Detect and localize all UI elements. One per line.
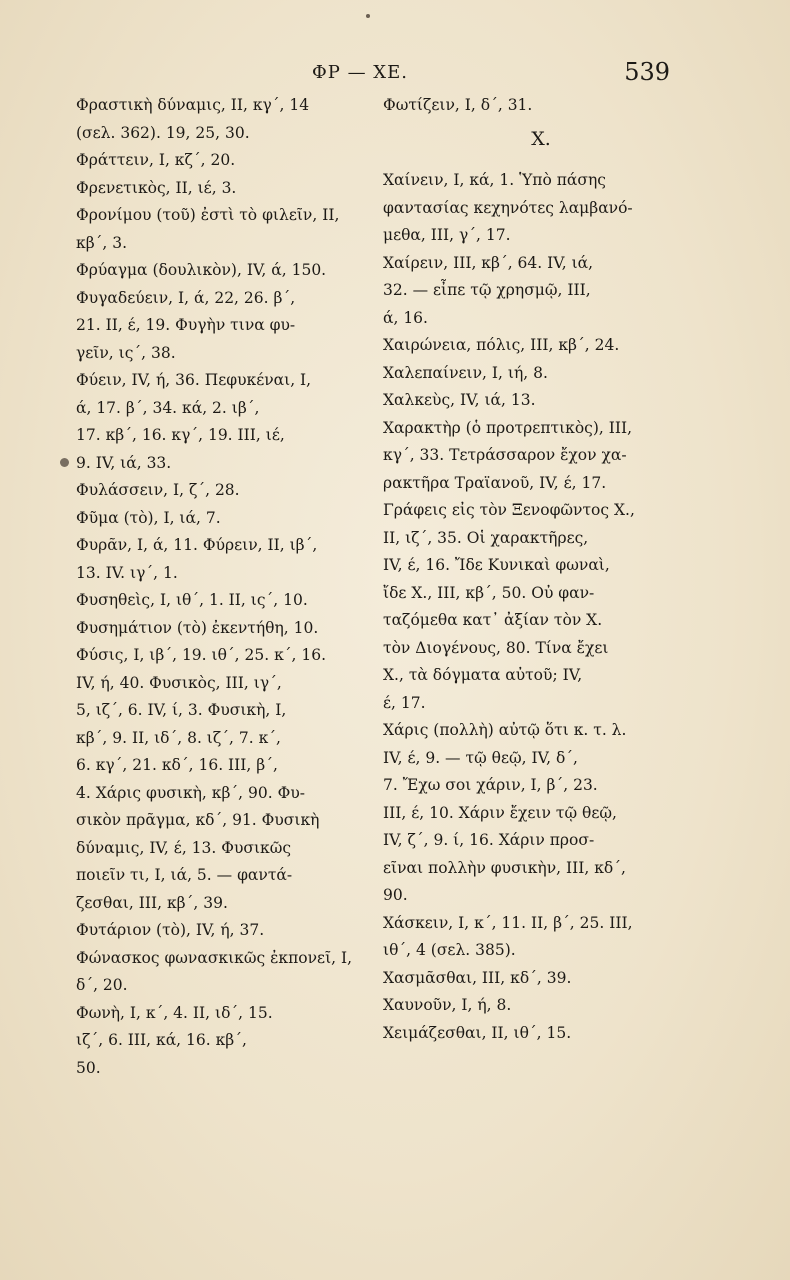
index-entry bbox=[383, 415, 699, 718]
entry-line: Χαιρώνεια, πόλις, III, κβ΄, 24. bbox=[383, 336, 620, 354]
index-entry bbox=[76, 477, 366, 505]
entry-line: ταζόμεθα κατ᾽ ἀξίαν τὸν Χ. bbox=[383, 611, 603, 629]
section-letter: Χ. bbox=[531, 127, 551, 150]
entry-line: δ΄, 20. bbox=[76, 976, 128, 994]
entry-line: Χαίρειν, III, κβ΄, 64. IV, ιά, bbox=[383, 253, 594, 272]
entry-line: φαντασίας κεχηνότες λαμβανό- bbox=[383, 198, 633, 217]
index-entry bbox=[76, 945, 366, 1000]
index-entry bbox=[76, 917, 366, 945]
entry-line: δύναμις, IV, έ, 13. Φυσικῶς bbox=[76, 838, 292, 857]
entry-line: 4. Χάρις φυσικὴ, κβ΄, 90. Φυ- bbox=[76, 783, 305, 802]
entry-line: 13. IV. ιγ΄, 1. bbox=[76, 563, 178, 582]
entry-line: 17. κβ΄, 16. κγ΄, 19. III, ιέ, bbox=[76, 426, 285, 444]
entry-line: εῖναι πολλὴν φυσικὴν, III, κδ΄, bbox=[383, 858, 626, 877]
entry-line: Χαλκεὺς, IV, ιά, 13. bbox=[383, 391, 536, 409]
entry-line: Χαίνειν, I, κά, 1. Ὑπὸ πάσης bbox=[383, 171, 606, 189]
entry-line: Χαυνοῦν, I, ή, 8. bbox=[383, 996, 512, 1014]
entry-line: Χειμάζεσθαι, II, ιθ΄, 15. bbox=[383, 1023, 572, 1042]
entry-line: σικὸν πρᾶγμα, κδ΄, 91. Φυσικὴ bbox=[76, 811, 320, 829]
index-entry bbox=[383, 965, 699, 993]
entry-line: Φυρᾶν, I, ά, 11. Φύρειν, II, ιβ΄, bbox=[76, 536, 318, 554]
entry-line: Φῦμα (τὸ), I, ιά, 7. bbox=[76, 508, 221, 527]
index-entry bbox=[76, 92, 366, 147]
entry-line: 5, ιζ΄, 6. IV, ί, 3. Φυσικὴ, I, bbox=[76, 701, 287, 719]
index-entry bbox=[76, 642, 366, 917]
entry-line: Φωτίζειν, I, δ΄, 31. bbox=[383, 96, 533, 114]
entry-line: Φύειν, IV, ή, 36. Πεφυκέναι, I, bbox=[76, 371, 312, 389]
entry-line: Φυσηθεὶς, I, ιθ΄, 1. II, ις΄, 10. bbox=[76, 591, 308, 609]
entry-line: Χάρις (πολλὴ) αὐτῷ ὅτι κ. τ. λ. bbox=[383, 721, 627, 739]
index-entry bbox=[76, 587, 366, 642]
entry-line: 50. bbox=[76, 1058, 101, 1077]
entry-line: τὸν Διογένους, 80. Τίνα ἔχει bbox=[383, 638, 609, 657]
entry-line: Φωνὴ, I, κ΄, 4. II, ιδ΄, 15. bbox=[76, 1003, 273, 1022]
entry-line: Φρύαγμα (δουλικὸν), IV, ά, 150. bbox=[76, 261, 327, 279]
index-entry bbox=[76, 147, 366, 175]
entry-line: Γράφεις εἰς τὸν Ξενοφῶντος Χ., bbox=[383, 501, 635, 519]
page-number: 539 bbox=[624, 58, 670, 86]
index-entry bbox=[76, 285, 366, 368]
entry-line: ά, 17. β΄, 34. κά, 2. ιβ΄, bbox=[76, 398, 260, 417]
left-column bbox=[76, 92, 366, 1082]
entry-line: Χάσκειν, I, κ΄, 11. II, β΄, 25. III, bbox=[383, 913, 633, 932]
ink-spot bbox=[60, 458, 69, 467]
index-entry bbox=[76, 532, 366, 587]
entry-line: Χαλεπαίνειν, I, ιή, 8. bbox=[383, 363, 548, 382]
entry-line: 90. bbox=[383, 886, 408, 904]
index-entry bbox=[76, 202, 366, 257]
index-entry bbox=[383, 717, 699, 910]
entry-line: Χαρακτὴρ (ὁ προτρεπτικὸς), III, bbox=[383, 418, 633, 437]
index-entry bbox=[76, 505, 366, 533]
entry-line: Φράττειν, I, κζ΄, 20. bbox=[76, 151, 236, 169]
entry-line: ζεσθαι, III, κβ΄, 39. bbox=[76, 893, 228, 912]
entry-line: Φυλάσσειν, I, ζ΄, 28. bbox=[76, 481, 240, 499]
index-entry bbox=[76, 367, 366, 477]
entry-line: Χ., τὰ δόγματα αὐτοῦ; IV, bbox=[383, 666, 583, 684]
entry-line: ά, 16. bbox=[383, 308, 428, 327]
entry-line: μεθα, III, γ΄, 17. bbox=[383, 226, 511, 244]
entry-line: 21. II, έ, 19. Φυγὴν τινα φυ- bbox=[76, 316, 296, 334]
entry-line: ποιεῖν τι, I, ιά, 5. — φαντά- bbox=[76, 866, 293, 884]
entry-line: ιζ΄, 6. III, κά, 16. κβ΄, bbox=[76, 1031, 247, 1049]
right-column-entries bbox=[383, 167, 699, 1047]
index-entry bbox=[383, 250, 699, 333]
index-entry bbox=[383, 387, 699, 415]
entry-line: 7. Ἔχω σοι χάριν, I, β΄, 23. bbox=[383, 776, 598, 794]
running-head: ΦΡ — ΧΕ. bbox=[312, 62, 408, 83]
entry-line: Φραστικὴ δύναμις, II, κγ΄, 14 bbox=[76, 96, 310, 114]
index-entry bbox=[383, 360, 699, 388]
page-header bbox=[0, 58, 790, 88]
entry-line: Φώνασκος φωνασκικῶς ἐκπονεῖ, I, bbox=[76, 948, 353, 967]
index-entry bbox=[76, 1000, 366, 1083]
index-entry bbox=[76, 175, 366, 203]
entry-line: II, ιζ΄, 35. Οἱ χαρακτῆρες, bbox=[383, 528, 589, 547]
entry-line: Φυγαδεύειν, I, ά, 22, 26. β΄, bbox=[76, 288, 296, 307]
entry-line: Φύσις, I, ιβ΄, 19. ιθ΄, 25. κ΄, 16. bbox=[76, 646, 327, 664]
entry-line: IV, ζ΄, 9. ί, 16. Χάριν προσ- bbox=[383, 831, 595, 849]
index-entry bbox=[383, 92, 699, 120]
right-column bbox=[383, 92, 699, 1047]
right-column-top bbox=[383, 92, 699, 120]
entry-line: Φυτάριον (τὸ), IV, ή, 37. bbox=[76, 921, 265, 939]
entry-line: κβ΄, 3. bbox=[76, 233, 128, 252]
entry-line: 32. — εἶπε τῷ χρησμῷ, III, bbox=[383, 281, 591, 299]
index-entry bbox=[383, 332, 699, 360]
entry-line: ιθ΄, 4 (σελ. 385). bbox=[383, 941, 516, 959]
entry-line: κβ΄, 9. II, ιδ΄, 8. ιζ΄, 7. κ΄, bbox=[76, 728, 281, 747]
entry-line: γεῖν, ις΄, 38. bbox=[76, 343, 176, 362]
entry-line: (σελ. 362). 19, 25, 30. bbox=[76, 123, 250, 142]
entry-line: 9. IV, ιά, 33. bbox=[76, 453, 172, 472]
entry-line: IV, ή, 40. Φυσικὸς, III, ιγ΄, bbox=[76, 673, 282, 692]
index-entry bbox=[76, 257, 366, 285]
entry-line: IV, έ, 16. Ἴδε Κυνικαὶ φωναὶ, bbox=[383, 556, 610, 574]
index-entry bbox=[383, 167, 699, 250]
entry-line: Φρονίμου (τοῦ) ἐστὶ τὸ φιλεῖν, II, bbox=[76, 206, 340, 224]
entry-line: έ, 17. bbox=[383, 693, 426, 712]
entry-line: κγ΄, 33. Τετράσσαρον ἔχον χα- bbox=[383, 446, 627, 464]
entry-line: Φυσημάτιον (τὸ) ἐκεντήθη, 10. bbox=[76, 618, 319, 637]
index-entry bbox=[383, 1020, 699, 1048]
entry-line: Φρενετικὸς, II, ιέ, 3. bbox=[76, 178, 237, 197]
index-entry bbox=[383, 910, 699, 965]
entry-line: III, έ, 10. Χάριν ἔχειν τῷ θεῷ, bbox=[383, 803, 617, 822]
entry-line: IV, έ, 9. — τῷ θεῷ, IV, δ΄, bbox=[383, 748, 578, 767]
ink-dot bbox=[366, 14, 370, 18]
entry-line: Χασμᾶσθαι, III, κδ΄, 39. bbox=[383, 968, 572, 987]
entry-line: ἴδε Χ., III, κβ΄, 50. Οὐ φαν- bbox=[383, 583, 595, 602]
index-entry bbox=[383, 992, 699, 1020]
entry-line: ρακτῆρα Τραϊανοῦ, IV, έ, 17. bbox=[383, 473, 607, 492]
entry-line: 6. κγ΄, 21. κδ΄, 16. III, β΄, bbox=[76, 756, 278, 774]
